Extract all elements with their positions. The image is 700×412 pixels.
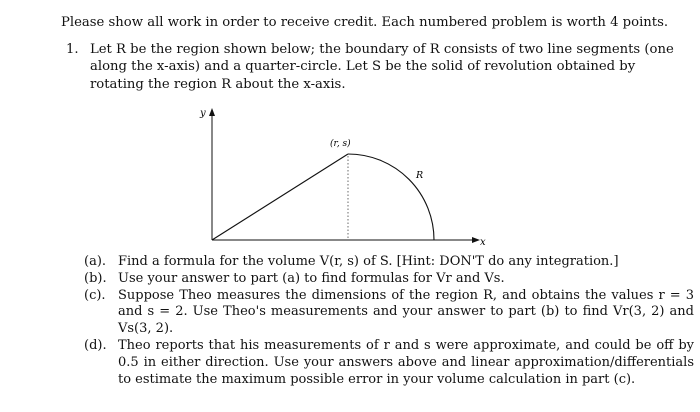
part-text: Find a formula for the volume V(r, s) of S. [Hint: DON'T do any integration.]	[118, 254, 619, 269]
part-text: Theo reports that his measurements of r and s were approximate, and could be off by 0.5 in either direction. Use your answers above and linear approximation/differentials to estimate the maximum possible error in your volume calculation in part (c).	[118, 337, 694, 387]
point-label: (r, s)	[330, 139, 351, 149]
problem-1	[66, 41, 686, 93]
part-a	[84, 254, 694, 271]
part-c	[84, 288, 694, 338]
part-label: (a).	[84, 254, 107, 269]
instructions-text: Please show all work in order to receive credit. Each numbered problem is worth 4 points.	[61, 15, 669, 30]
part-b	[84, 271, 694, 288]
quarter-circle-arc	[348, 154, 434, 240]
slanted-segment	[212, 154, 348, 240]
part-text: Use your answer to part (a) to find formulas for Vr and Vs.	[118, 270, 505, 286]
problem-parts	[84, 254, 694, 388]
y-axis-arrow	[209, 108, 215, 116]
x-axis-label: x	[480, 237, 486, 248]
problem-number: 1.	[66, 42, 79, 57]
part-d	[84, 338, 694, 388]
part-label: (b).	[84, 270, 107, 286]
problem-statement: Let R be the region shown below; the boundary of R consists of two line segments (one along the x-axis) and a quarter-circle. Let S be the solid of revolution obtained by rotating the region R about the x-axis.	[90, 42, 674, 92]
part-text: Suppose Theo measures the dimensions of the region R, and obtains the values r = 3 and s = 2. Use Theo's measurements and your answer to part (b) to find Vr(3, 2) and Vs(3, 2).	[118, 287, 694, 337]
x-axis-arrow	[472, 237, 480, 243]
y-axis-label: y	[200, 108, 206, 119]
region-figure	[180, 100, 510, 250]
part-label: (d).	[84, 337, 107, 353]
region-label: R	[416, 170, 424, 181]
part-label: (c).	[84, 287, 106, 303]
